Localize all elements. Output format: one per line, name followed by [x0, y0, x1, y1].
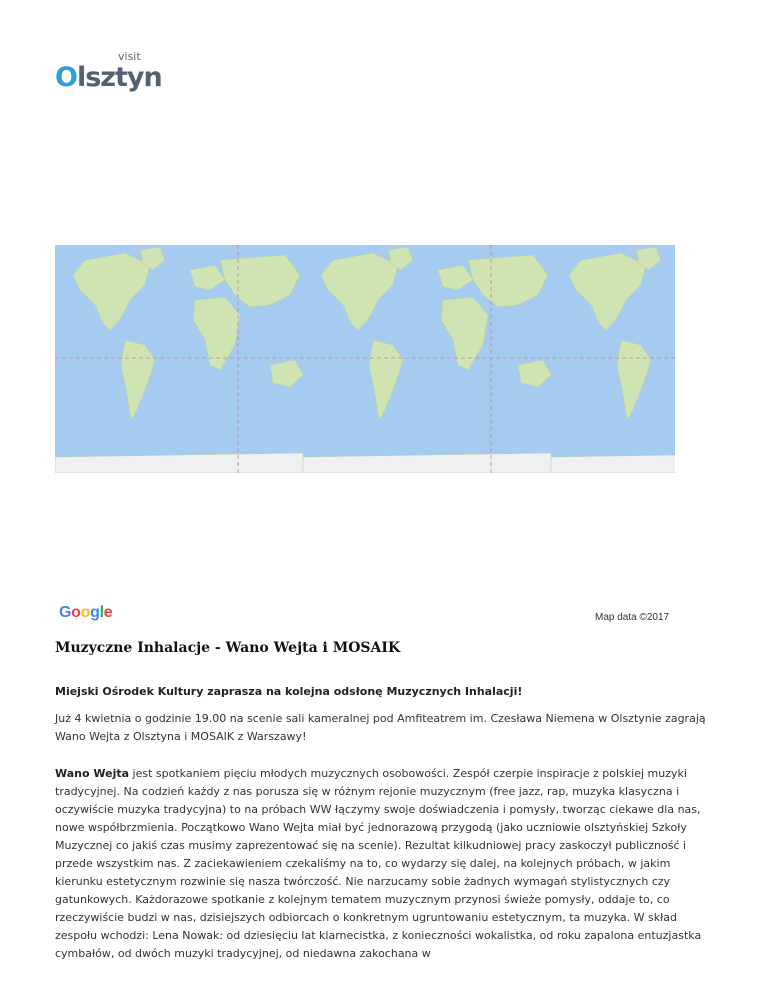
map-tile: [55, 247, 303, 473]
landmass: [55, 453, 303, 473]
landmass: [518, 360, 551, 387]
band-description-text: jest spotkaniem pięciu młodych muzycznych osobowości. Zespół czerpie inspiracje z polskiej muzyki tradycyjnej. Na codzień każdy z nas porusza się w różnym rejonie muzycznym (free jazz, rap, muzyka klasyczna i oczywiście muzyka tradycyjna) to na próbach WW łączymy swoje doświadczenia i pomysły, tworząc ciekawe dla nas, nowe współbrzmienia. Początkowo Wano Wejta miał być jednorazową przygodą (jako uczniowie olsztyńskiej Szkoły Muzycznej co jakiś czas musimy zaprezentować się na scenie). Rezultat kilkudniowej pracy zaskoczył publiczność i przede wszystkim nas. Z zaciekawieniem czekaliśmy na to, co wydarzy się dalej, na kolejnych próbach, w jakim kierunku estetycznym rozwinie się nasza twórczość. Nie narzucamy sobie żadnych wymagań stylistycznych czy gatunkowych. Każdorazowe spotkanie z kolejnym tematem muzycznym przynosi świeże pomysły, oddaje to, co rzeczywiście budzi w nas, dzisiejszych odbiorcach o konkretnym ugruntowaniu estetycznym, ta muzyka. W skład zespołu wchodzi: Lena Nowak: od dziesięciu lat klarnecistka, z konieczności wokalistka, od roku zapalona entuzjastka cymbałów, od dwóch muzyki tradycyjnej, od niedawna zakochana w: [55, 767, 702, 960]
article-subtitle: Miejski Ośrodek Kultury zaprasza na kolejna odsłonę Muzycznych Inhalacji!: [55, 685, 523, 698]
landmass: [441, 297, 488, 370]
map-attribution: Map data ©2017: [592, 612, 672, 623]
landmass: [551, 453, 675, 473]
landmass: [73, 253, 150, 330]
landmass: [438, 265, 473, 290]
map-tile: [551, 247, 675, 473]
google-logo-letter: l: [99, 604, 104, 621]
map-tile: [303, 247, 551, 473]
paragraph-band-description: [55, 765, 715, 963]
band-name: Wano Wejta: [55, 767, 130, 780]
landmass: [569, 253, 646, 330]
landmass: [270, 360, 303, 387]
landmass: [468, 255, 548, 307]
logo-visit-text: visit: [118, 50, 141, 63]
landmass: [303, 453, 551, 473]
article-title: Muzyczne Inhalacje - Wano Wejta i MOSAIK: [55, 640, 401, 656]
landmass: [193, 297, 240, 370]
google-logo-letter: o: [80, 604, 91, 621]
google-logo-letter: e: [103, 604, 113, 621]
google-logo-letter: G: [59, 604, 72, 621]
landmass: [369, 340, 403, 420]
google-logo-letter: g: [90, 604, 100, 621]
google-logo-letter: o: [71, 604, 81, 621]
landmass: [321, 253, 398, 330]
visit-olsztyn-logo[interactable]: [55, 50, 162, 98]
landmass: [190, 265, 225, 290]
landmass: [220, 255, 300, 307]
google-logo: [59, 604, 112, 622]
world-map-tiles: [55, 245, 675, 473]
logo-brand-text: Olsztyn: [55, 62, 162, 93]
landmass: [121, 340, 155, 420]
landmass: [617, 340, 651, 420]
world-map[interactable]: [55, 245, 675, 473]
paragraph-event-info: Już 4 kwietnia o godzinie 19.00 na scenie sali kameralnej pod Amfiteatrem im. Czesława Niemena w Olsztynie zagrają Wano Wejta z Olsztyna i MOSAIK z Warszawy!: [55, 712, 706, 743]
